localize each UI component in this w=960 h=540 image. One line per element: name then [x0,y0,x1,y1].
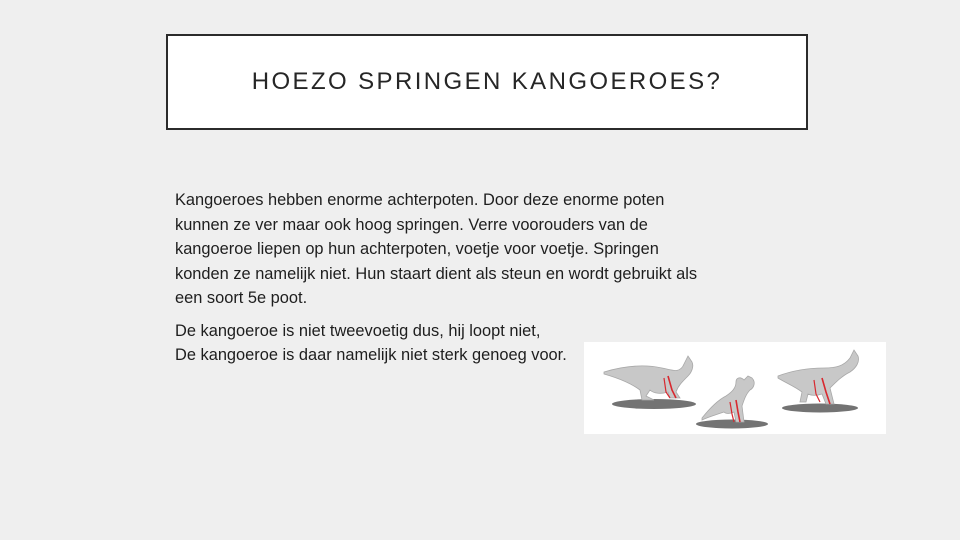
paragraph-line: De kangoeroe is niet tweevoetig dus, hij loopt niet, [175,321,541,340]
kangaroo-shadow [696,420,768,429]
kangaroo-middle [702,376,754,422]
jumping-kangaroos-image [584,342,886,434]
paragraph-line: De kangoeroe is daar namelijk niet sterk genoeg voor. [175,346,567,364]
kangaroo-shadow [782,404,858,413]
title-box [166,34,808,130]
kangaroo-right [778,350,859,404]
paragraph-line: konden ze namelijk niet. Hun staart dient als steun en wordt gebruikt als [175,264,698,283]
paragraph-line: kunnen ze ver maar ook hoog springen. Verre voorouders van de [175,215,648,234]
paragraph-line: kangoeroe liepen op hun achterpoten, voetje voor voetje. Springen [175,240,659,258]
paragraph-1 [175,188,765,311]
slide-title: HOEZO SPRINGEN KANGOEROES? [251,68,723,95]
kangaroo-shadow [612,399,696,409]
paragraph-line: Kangoeroes hebben enorme achterpoten. Door deze enorme poten [175,191,665,209]
kangaroo-left [604,356,693,400]
paragraph-line: een soort 5e poot. [175,289,308,307]
kangaroo-illustration [584,342,886,434]
